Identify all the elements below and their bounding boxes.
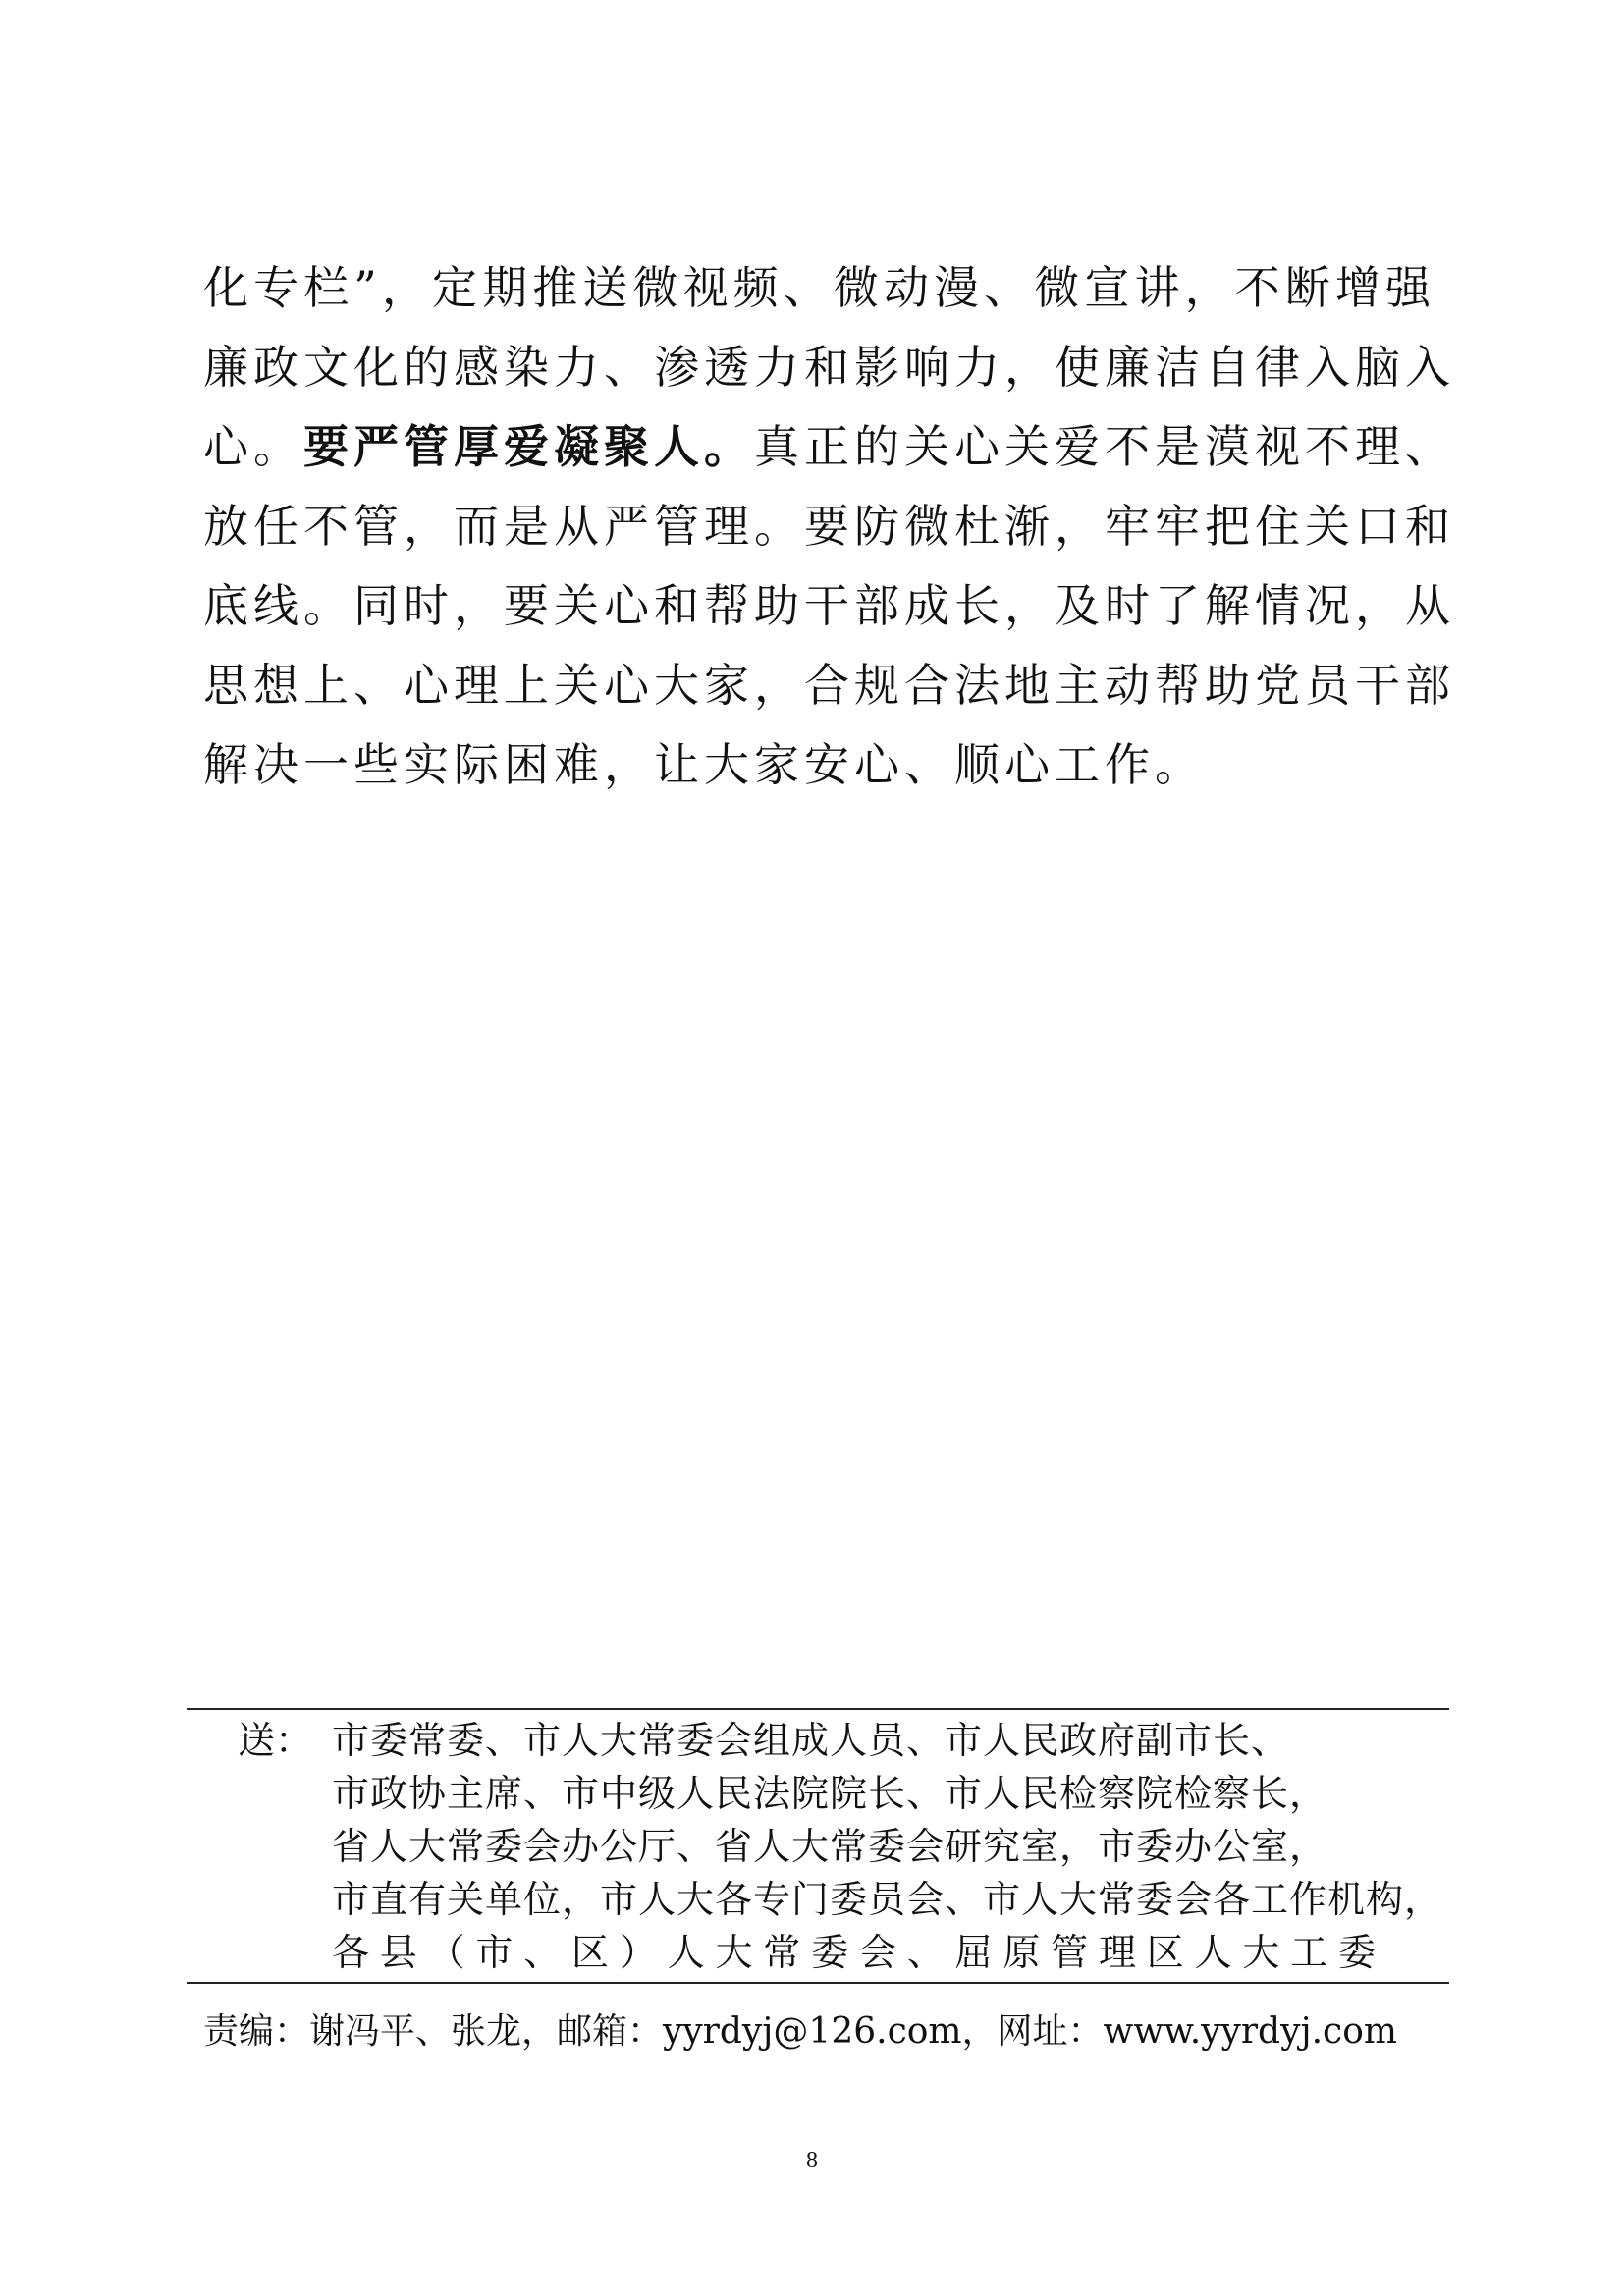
body-line-with-heading [203,407,1455,487]
distribution-line: 省人大常委会办公厅、省人大常委会研究室，市委办公室， [332,1825,1328,1868]
body-paragraph [203,248,1455,805]
divider-bottom [187,1982,1449,1984]
body-line: 思想上、心理上关心大家，合规合法地主动帮助党员干部 [203,659,1455,712]
distribution-line: 市委常委、市人大常委会组成人员、市人民政府副市长、 [332,1719,1290,1762]
distribution-list [238,1714,1443,1979]
distribution-row [238,1820,1435,1873]
body-line-prefix: 心。 [203,420,303,473]
distribution-row [238,1873,1443,1926]
distribution-row [238,1767,1435,1820]
page-number: 8 [806,2148,818,2173]
distribution-row [238,1926,1435,1979]
distribution-label: 送： [238,1719,313,1762]
body-line-last: 解决一些实际困难，让大家安心、顺心工作。 [203,738,1205,791]
body-line: 廉政文化的感染力、渗透力和影响力，使廉洁自律入脑入 [203,341,1455,394]
body-line: 化专栏”，定期推送微视频、微动漫、微宣讲，不断增强 [203,261,1435,314]
editor-contact-line: 责编：谢冯平、张龙，邮箱：yyrdyj@126.com，网址：www.yyrdyj.com [203,2011,1398,2052]
body-line: 底线。同时，要关心和帮助干部成长，及时了解情况，从 [203,579,1455,632]
distribution-line: 市直有关单位，市人大各专门委员会、市人大常委会各工作机构， [332,1878,1443,1921]
body-line: 放任不管，而是从严管理。要防微杜渐，牢牢把住关口和 [203,500,1455,553]
distribution-line: 各县（市、区）人大常委会、屈原管理区人大工委 [332,1931,1377,1974]
body-line-suffix: 真正的关心关爱不是漠视不理、 [754,420,1455,473]
divider-top [187,1708,1449,1710]
distribution-row [238,1714,1435,1767]
distribution-line: 市政协主席、市中级人民法院院长、市人民检察院检察长， [332,1772,1328,1815]
bold-subheading: 要严管厚爱凝聚人。 [303,420,754,473]
